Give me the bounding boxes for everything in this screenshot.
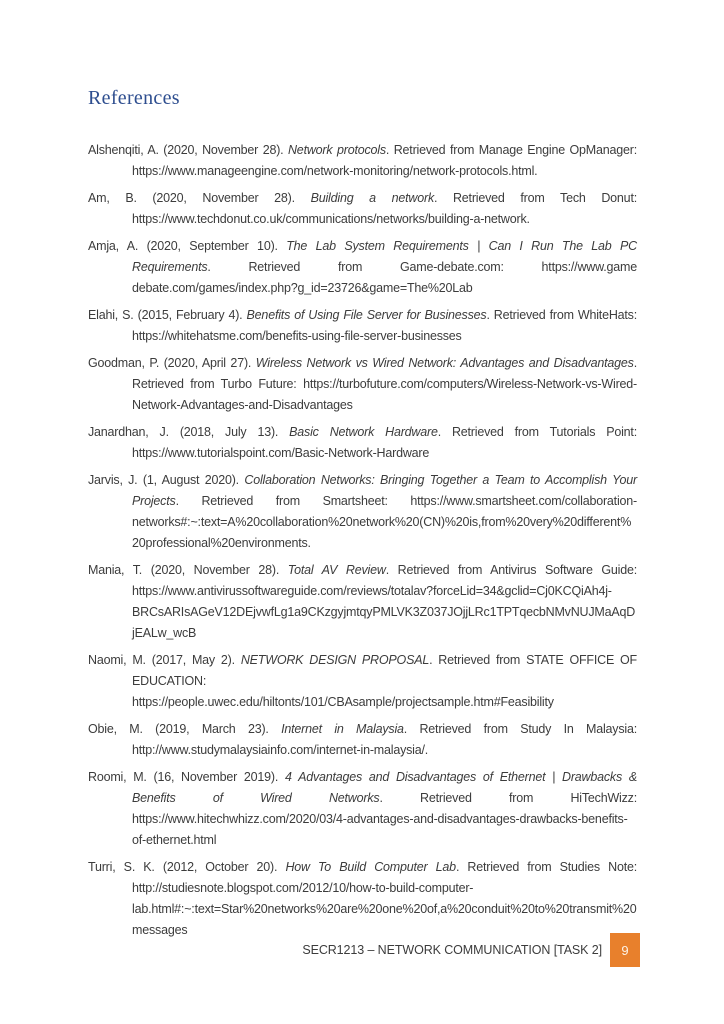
reference-entry: Obie, M. (2019, March 23). Internet in Malaysia. Retrieved from Study In Malaysia: http://www.studymalaysiainfo.com/internet-in-malaysia/. — [88, 722, 637, 757]
reference-entry: Am, B. (2020, November 28). Building a network. Retrieved from Tech Donut: https://www.techdonut.co.uk/communications/networks/building-a-network. — [88, 191, 637, 226]
footer-text: SECR1213 – NETWORK COMMUNICATION [TASK 2] — [302, 943, 602, 957]
reference-entry: Alshenqiti, A. (2020, November 28). Network protocols. Retrieved from Manage Engine OpManager: https://www.manageengine.com/network-monitoring/network-protocols.html. — [88, 143, 637, 178]
references-list — [88, 140, 637, 941]
reference-entry: Amja, A. (2020, September 10). The Lab System Requirements | Can I Run The Lab PC Requirements. Retrieved from Game-debate.com: https://www.game debate.com/games/index.php?g_id=23726&game=The%20Lab — [88, 239, 637, 295]
reference-entry: Elahi, S. (2015, February 4). Benefits of Using File Server for Businesses. Retrieved from WhiteHats: https://whitehatsme.com/benefits-using-file-server-businesses — [88, 308, 637, 343]
page-number-badge — [610, 933, 640, 967]
reference-entry: Roomi, M. (16, November 2019). 4 Advantages and Disadvantages of Ethernet | Drawbacks & Benefits of Wired Networks. Retrieved from HiTechWizz: https://www.hitechwhizz.com/2020/03/4-advantages-and-disadvantages-drawbacks-benefits-of-ethernet.html — [88, 770, 638, 847]
reference-entry: Mania, T. (2020, November 28). Total AV Review. Retrieved from Antivirus Software Guide: https://www.antivirussoftwareguide.com/reviews/totalav?forceLid=34&gclid=Cj0KCQiAh4j-BRCsARIsAGeV12DEjvwfLg1a9CKzgyjmtqyPMLVK3Z037JOjjLRc1TPTqecbNMvNUJMaAqDjEALw_wcB — [88, 563, 637, 640]
reference-entry: Goodman, P. (2020, April 27). Wireless Network vs Wired Network: Advantages and Disadvantages. Retrieved from Turbo Future: https://turbofuture.com/computers/Wireless-Network-vs-Wired-Network-Advantages-and-Disadvantages — [88, 356, 637, 412]
page-title: References — [88, 87, 180, 109]
reference-entry: Naomi, M. (2017, May 2). NETWORK DESIGN PROPOSAL. Retrieved from STATE OFFICE OF EDUCATION: https://people.uwec.edu/hiltonts/101/CBAsample/projectsample.htm#Feasibility — [88, 653, 637, 709]
reference-entry: Turri, S. K. (2012, October 20). How To Build Computer Lab. Retrieved from Studies Note: http://studiesnote.blogspot.com/2012/10/how-to-build-computer-lab.html#:~:text=Star%20networks%20are%20one%20of,a%20conduit%20to%20transmit%20messages — [88, 860, 637, 937]
reference-entry: Jarvis, J. (1, August 2020). Collaboration Networks: Bringing Together a Team to Accomplish Your Projects. Retrieved from Smartsheet: https://www.smartsheet.com/collaboration-networks#:~:text=A%20collaboration%20network%20(CN)%20is,from%20very%20different%20professional%20environments. — [88, 473, 637, 550]
page-number: 9 — [621, 942, 629, 958]
reference-entry: Janardhan, J. (2018, July 13). Basic Network Hardware. Retrieved from Tutorials Point: https://www.tutorialspoint.com/Basic-Network-Hardware — [88, 425, 637, 460]
page-footer — [302, 933, 640, 967]
